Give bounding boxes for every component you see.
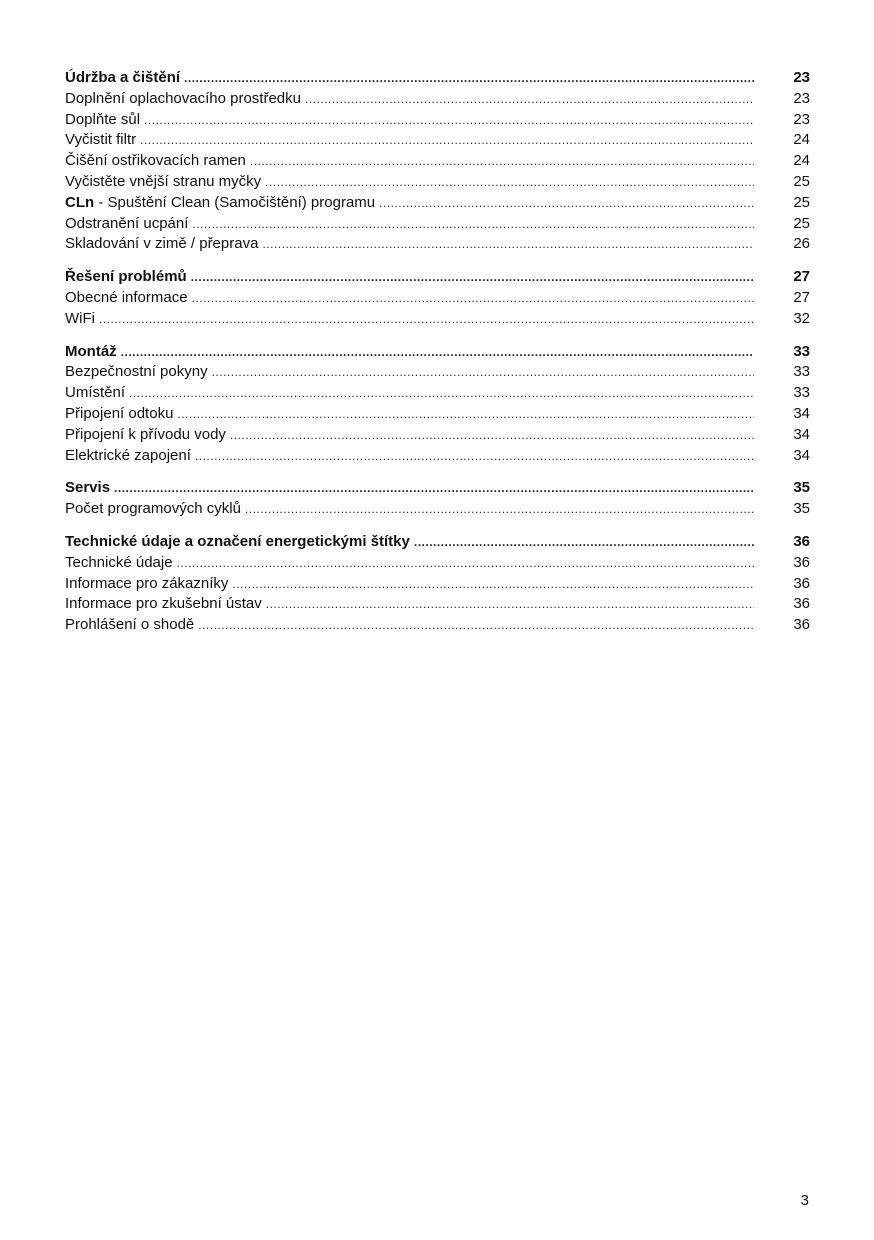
- toc-entry-row[interactable]: [65, 499, 810, 520]
- toc-entry-page: 32: [793, 309, 810, 327]
- toc-entry-text: Elektrické zapojení: [65, 446, 191, 464]
- toc-heading-page: 23: [793, 69, 810, 86]
- toc-entry-label: [65, 214, 192, 235]
- dot-leader: [198, 615, 754, 636]
- toc-entry-text: Technické údaje a označení energetickými štítky: [65, 532, 410, 550]
- toc-entry-text: Montáž: [65, 342, 117, 360]
- toc-entry-label: [65, 574, 232, 595]
- toc-entry-text: Servis: [65, 479, 111, 497]
- toc-entry-row[interactable]: [65, 404, 810, 425]
- toc-entry-label: [65, 89, 305, 110]
- toc-entry-text: Počet programových cyklů: [65, 500, 241, 518]
- toc-entry-page: 23: [793, 89, 810, 107]
- toc-entry-page: 24: [793, 131, 810, 149]
- toc-entry-page: 34: [793, 404, 810, 422]
- toc-heading-row[interactable]: [65, 532, 810, 553]
- toc-entry-row[interactable]: [65, 309, 810, 330]
- toc-heading-label: [65, 342, 121, 363]
- toc-entry-text: WiFi: [65, 309, 95, 327]
- dot-leader: [266, 594, 754, 615]
- toc-entry-page: 36: [793, 616, 810, 634]
- toc-entry-page: 33: [793, 384, 810, 402]
- dot-leader: [379, 193, 754, 214]
- toc-entry-text: Informace pro zákazníky: [65, 574, 229, 592]
- toc-entry-label: [65, 404, 177, 425]
- toc-entry-text: Připojení odtoku: [65, 404, 174, 422]
- toc-entry-row[interactable]: [65, 130, 810, 151]
- dot-leader: [192, 288, 754, 309]
- toc-entry-row[interactable]: [65, 172, 810, 193]
- toc-entry-label: [65, 615, 198, 636]
- toc-entry-row[interactable]: [65, 446, 810, 467]
- toc-entry-row[interactable]: [65, 362, 810, 383]
- toc-entry-label: [65, 499, 245, 520]
- toc-entry-row[interactable]: [65, 594, 810, 615]
- toc-entry-row[interactable]: [65, 234, 810, 255]
- table-of-contents: [65, 68, 810, 648]
- dot-leader: [195, 446, 754, 467]
- toc-entry-text: Doplnění oplachovacího prostředku: [65, 89, 301, 107]
- toc-entry-row[interactable]: [65, 214, 810, 235]
- dot-leader: [144, 110, 754, 131]
- toc-entry-label: [65, 172, 265, 193]
- toc-entry-label: [65, 553, 177, 574]
- toc-entry-text: Bezpečnostní pokyny: [65, 363, 208, 381]
- toc-entry-row[interactable]: [65, 574, 810, 595]
- toc-entry-page: 35: [793, 500, 810, 518]
- toc-heading-page: 36: [793, 532, 810, 550]
- toc-entry-text: Obecné informace: [65, 288, 188, 306]
- toc-entry-text: Odstranění ucpání: [65, 214, 189, 232]
- toc-entry-text: - Spuštění Clean (Samočištění) programu: [94, 193, 376, 211]
- toc-heading-label: [65, 68, 184, 89]
- toc-entry-text: Doplňte sůl: [65, 110, 141, 128]
- dot-leader: [184, 68, 754, 89]
- toc-entry-label: [65, 383, 129, 404]
- toc-entry-label: [65, 425, 230, 446]
- page-number: 3: [800, 1192, 809, 1209]
- dot-leader: [177, 404, 754, 425]
- dot-leader: [177, 553, 754, 574]
- toc-entry-page: 36: [793, 595, 810, 613]
- toc-section: [65, 478, 810, 520]
- toc-section: [65, 532, 810, 636]
- toc-entry-row[interactable]: [65, 89, 810, 110]
- toc-entry-page: 25: [793, 193, 810, 211]
- toc-entry-text: Řešení problémů: [65, 268, 187, 286]
- dot-leader: [192, 214, 754, 235]
- toc-entry-page: 25: [793, 172, 810, 190]
- dot-leader: [305, 89, 754, 110]
- toc-heading-page: 27: [793, 268, 810, 286]
- toc-entry-text: Informace pro zkušební ústav: [65, 595, 262, 613]
- toc-heading-label: [65, 532, 414, 553]
- toc-heading-label: [65, 478, 114, 499]
- toc-entry-page: 36: [793, 553, 810, 571]
- toc-entry-row[interactable]: [65, 288, 810, 309]
- dot-leader: [129, 383, 754, 404]
- toc-entry-label: [65, 110, 144, 131]
- dot-leader: [114, 478, 754, 499]
- dot-leader: [212, 362, 754, 383]
- toc-section: [65, 342, 810, 467]
- toc-entry-page: 36: [793, 574, 810, 592]
- toc-heading-page: 35: [793, 479, 810, 497]
- toc-entry-label: [65, 362, 212, 383]
- toc-heading-row[interactable]: [65, 342, 810, 363]
- dot-leader: [230, 425, 754, 446]
- dot-leader: [262, 234, 754, 255]
- toc-entry-label: [65, 130, 140, 151]
- toc-entry-text: Prohlášení o shodě: [65, 616, 195, 634]
- toc-entry-prefix: CLn: [65, 193, 95, 211]
- toc-entry-page: 23: [793, 110, 810, 128]
- toc-entry-text: Čišění ostřikovacích ramen: [65, 152, 246, 170]
- dot-leader: [99, 309, 754, 330]
- toc-entry-text: Připojení k přívodu vody: [65, 425, 226, 443]
- toc-heading-row[interactable]: [65, 478, 810, 499]
- toc-entry-text: Skladování v zimě / přeprava: [65, 235, 259, 253]
- toc-heading-row[interactable]: [65, 267, 810, 288]
- toc-entry-text: Umístění: [65, 384, 126, 402]
- toc-entry-page: 27: [793, 288, 810, 306]
- dot-leader: [191, 267, 754, 288]
- toc-entry-page: 34: [793, 446, 810, 464]
- toc-heading-row[interactable]: [65, 68, 810, 89]
- toc-entry-text: Technické údaje: [65, 553, 173, 571]
- toc-entry-row[interactable]: [65, 615, 810, 636]
- toc-entry-page: 24: [793, 152, 810, 170]
- toc-entry-label: [65, 288, 192, 309]
- toc-entry-page: 25: [793, 214, 810, 232]
- toc-entry-text: Vyčistěte vnější stranu myčky: [65, 172, 262, 190]
- toc-entry-row[interactable]: [65, 425, 810, 446]
- toc-entry-label: [65, 193, 379, 214]
- toc-entry-page: 26: [793, 235, 810, 253]
- toc-entry-row[interactable]: [65, 151, 810, 172]
- dot-leader: [265, 172, 754, 193]
- toc-heading-label: [65, 267, 191, 288]
- toc-entry-label: [65, 234, 262, 255]
- toc-entry-label: [65, 151, 250, 172]
- toc-section: [65, 267, 810, 329]
- toc-entry-row[interactable]: [65, 110, 810, 131]
- toc-entry-row[interactable]: [65, 193, 810, 214]
- dot-leader: [140, 130, 754, 151]
- toc-entry-label: [65, 309, 99, 330]
- toc-entry-row[interactable]: [65, 383, 810, 404]
- toc-heading-page: 33: [793, 342, 810, 360]
- dot-leader: [232, 574, 754, 595]
- toc-entry-label: [65, 594, 266, 615]
- dot-leader: [250, 151, 754, 172]
- toc-entry-row[interactable]: [65, 553, 810, 574]
- toc-entry-page: 33: [793, 363, 810, 381]
- toc-entry-text: Údržba a čištění: [65, 69, 181, 86]
- dot-leader: [121, 342, 754, 363]
- toc-entry-page: 34: [793, 425, 810, 443]
- dot-leader: [245, 499, 754, 520]
- dot-leader: [414, 532, 754, 553]
- toc-entry-text: Vyčistit filtr: [65, 131, 137, 149]
- toc-section: [65, 68, 810, 255]
- toc-entry-label: [65, 446, 195, 467]
